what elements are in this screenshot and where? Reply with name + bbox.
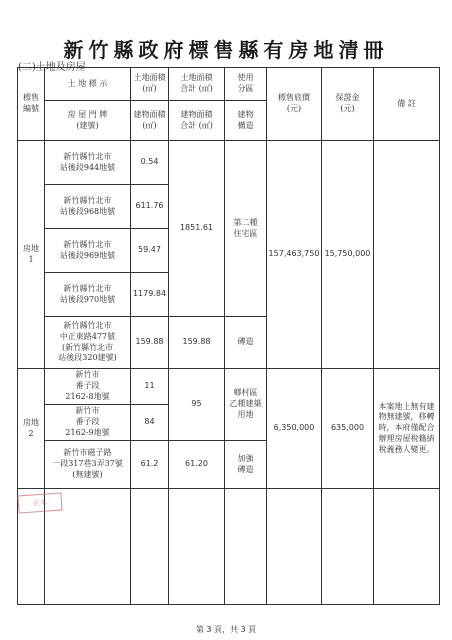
header-deposit: 保證金 (元) [322,68,374,141]
location-cell: 新竹市 番子段 2162-8地號 [45,369,131,405]
area-cell: 59.47 [131,229,169,273]
blank-cell [322,489,374,605]
location-cell: 新竹市 番子段 2162-9地號 [45,405,131,441]
deposit-cell: 635,000 [322,369,374,489]
header-building-area: 建物面積 (㎡) [131,101,169,141]
header-row-top [18,68,440,101]
header-land-total: 土地面積 合計 (㎡) [169,68,225,101]
page-number: 第 3 頁，共 3 頁 [195,625,257,634]
page-title: 新竹縣政府標售縣有房地清冊 [63,38,389,62]
area-cell: 159.88 [131,317,169,369]
serial-cell: 房地 1 [18,141,45,369]
area-cell: 611.76 [131,185,169,229]
header-serial: 標售 編號 [18,68,45,141]
blank-cell [225,489,267,605]
structure-cell: 加強 磚造 [225,441,267,489]
location-cell: 新竹縣竹北市 中正東路477號 (新竹縣竹北市 站後段320建號) [45,317,131,369]
location-cell: 新竹市磁子路 一段317巷3弄37號 (無建號) [45,441,131,489]
building-total-cell: 159.88 [169,317,225,369]
official-stamp: 正本 [17,492,62,513]
location-cell: 新竹縣竹北市 站後段970地號 [45,273,131,317]
serial-cell: 房地 2 [18,369,45,489]
area-cell: 1179.84 [131,273,169,317]
header-land-location: 土 地 標 示 [45,68,131,101]
structure-cell: 磚造 [225,317,267,369]
header-price: 標售底價 (元) [267,68,322,141]
table-row [18,141,440,185]
area-cell: 11 [131,369,169,405]
location-cell: 新竹縣竹北市 站後段968地號 [45,185,131,229]
location-cell: 新竹縣竹北市 站後段969地號 [45,229,131,273]
area-cell: 61.2 [131,441,169,489]
area-cell: 84 [131,405,169,441]
area-cell: 0.54 [131,141,169,185]
blank-row [18,489,440,605]
zone-cell: 鄉村區 乙種建築 用地 [225,369,267,441]
land-total-cell: 95 [169,369,225,441]
header-building-total: 建物面積 合計 (㎡) [169,101,225,141]
header-structure: 建物 構造 [225,101,267,141]
location-cell: 新竹縣竹北市 站後段944地號 [45,141,131,185]
header-remark: 備 註 [374,68,440,141]
property-table [17,67,440,605]
building-total-cell: 61.20 [169,441,225,489]
header-building-address: 房 屋 門 牌 (建號) [45,101,131,141]
remark-cell: 本案地上無有建 物無建號，移轉 時，本府僅配合 辦理房屋稅籍納 稅義務人變更。 [374,369,440,489]
price-cell: 6,350,000 [267,369,322,489]
blank-cell [131,489,169,605]
table-row [18,369,440,405]
header-zone: 使用 分區 [225,68,267,101]
blank-cell [169,489,225,605]
blank-cell [374,489,440,605]
deposit-cell: 15,750,000 [322,141,374,369]
remark-cell [374,141,440,369]
section-subtitle: (二)土地及房屋 [18,62,86,73]
land-total-cell: 1851.61 [169,141,225,317]
blank-cell [267,489,322,605]
header-land-area: 土地面積 (㎡) [131,68,169,101]
price-cell: 157,463,750 [267,141,322,369]
zone-cell: 第二種 住宅區 [225,141,267,317]
